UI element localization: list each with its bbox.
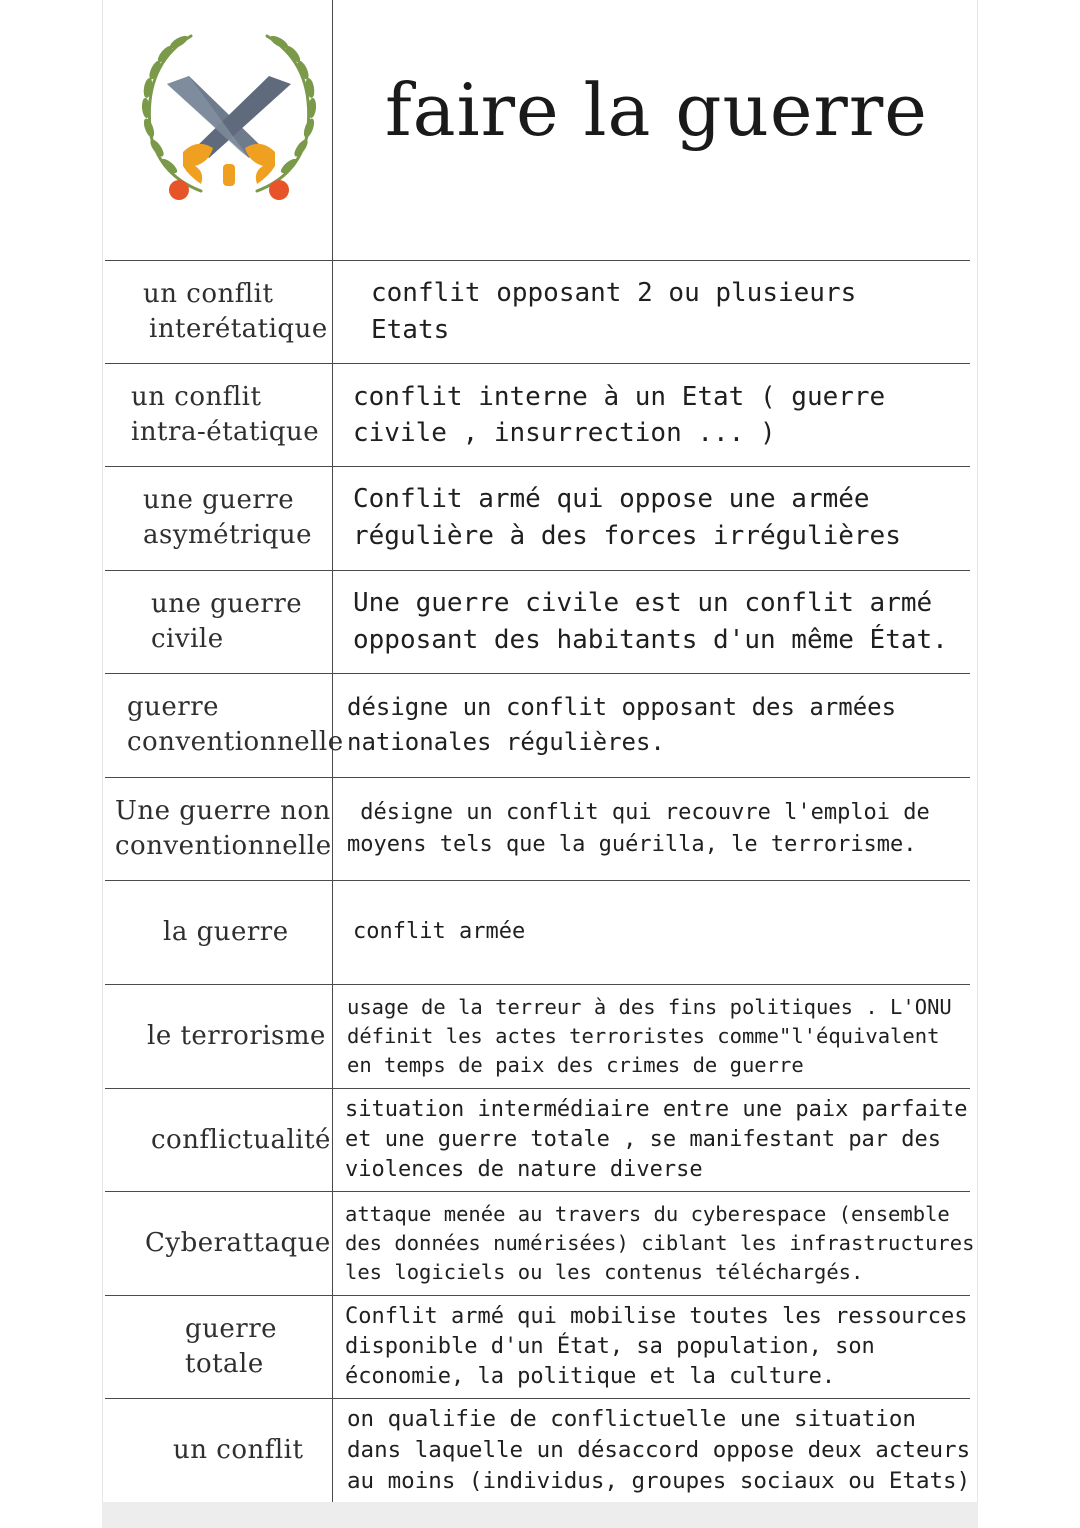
term-cell: [105, 985, 332, 1088]
definition-text: Conflit armé qui mobilise toutes les ressources: [345, 1304, 968, 1330]
page-title: faire la guerre: [385, 68, 928, 152]
definition-cell: [335, 985, 975, 1088]
definition-text: opposant des habitants d'un même État.: [353, 625, 948, 656]
definition-text: dans laquelle un désaccord oppose deux acteurs: [347, 1436, 971, 1463]
term-text: intra-étatique: [131, 417, 320, 448]
definition-cell: [335, 674, 975, 777]
glossary-page: [102, 0, 978, 1502]
definition-text: désigne un conflit qui recouvre l'emploi de: [347, 800, 930, 826]
definition-text: conflit armée: [353, 919, 526, 945]
term-text: la guerre: [163, 916, 289, 947]
term-text: le terrorisme: [147, 1020, 326, 1051]
table-row: [105, 570, 970, 674]
term-text: guerre: [127, 692, 220, 723]
definition-text: disponible d'un État, sa population, son: [345, 1334, 875, 1360]
definition-text: Conflit armé qui oppose une armée: [353, 484, 870, 515]
definition-cell: [335, 1296, 975, 1399]
table-row: [105, 673, 970, 777]
definition-cell: [335, 778, 975, 881]
term-text: Une guerre non: [115, 796, 331, 827]
table-row: [105, 777, 970, 881]
term-cell: [105, 1296, 332, 1399]
definition-text: conflit interne à un Etat ( guerre: [353, 382, 886, 413]
term-cell: [105, 1192, 332, 1295]
term-text: Cyberattaque: [145, 1227, 331, 1258]
term-text: interétatique: [149, 314, 328, 345]
definition-cell: [335, 467, 975, 570]
term-text: une guerre: [143, 485, 295, 516]
term-cell: [105, 261, 332, 364]
term-cell: [105, 1089, 332, 1192]
table-row: [105, 984, 970, 1088]
definition-text: des données numérisées) ciblant les infrastructures: [345, 1230, 975, 1255]
definition-cell: [335, 1089, 975, 1192]
definition-text: en temps de paix des crimes de guerre: [347, 1052, 804, 1077]
definition-text: définit les actes terroristes comme"l'équivalent: [347, 1023, 940, 1048]
term-text: civile: [151, 624, 224, 655]
definition-text: moyens tels que la guérilla, le terrorisme.: [347, 832, 917, 858]
definition-cell: [335, 364, 975, 467]
definition-text: au moins (individus, groupes sociaux ou Etats): [347, 1467, 971, 1494]
term-cell: [105, 778, 332, 881]
table-row: [105, 880, 970, 984]
term-cell: [105, 467, 332, 570]
definition-text: et une guerre totale , se manifestant par des: [345, 1127, 942, 1153]
definition-cell: [335, 571, 975, 674]
definition-cell: [335, 261, 975, 364]
term-text: conventionnelle: [115, 831, 332, 862]
definition-text: les logiciels ou les contenus téléchargés.: [345, 1259, 864, 1284]
term-text: guerre: [185, 1314, 278, 1345]
term-cell: [105, 674, 344, 777]
term-cell: [105, 571, 332, 674]
definition-cell: [335, 1399, 975, 1502]
table-row: [105, 466, 970, 570]
term-text: un conflit: [131, 382, 262, 413]
table-row: [105, 1398, 970, 1502]
definition-text: désigne un conflit opposant des armées: [347, 693, 897, 722]
definition-text: conflit opposant 2 ou plusieurs: [371, 278, 857, 309]
term-text: conventionnelle: [127, 727, 344, 758]
right-margin: [978, 0, 1080, 1528]
table-row: [105, 260, 970, 364]
definition-text: usage de la terreur à des fins politiques . L'ONU: [347, 994, 952, 1019]
term-cell: [105, 364, 332, 467]
term-cell: [105, 881, 332, 984]
definition-text: régulière à des forces irrégulières: [353, 521, 901, 552]
definition-text: attaque menée au travers du cyberespace (ensemble: [345, 1201, 950, 1226]
term-text: conflictualité: [151, 1124, 331, 1155]
definition-text: violences de nature diverse: [345, 1157, 703, 1183]
term-text: un conflit: [143, 279, 274, 310]
definition-text: économie, la politique et la culture.: [345, 1364, 836, 1390]
definition-cell: [335, 881, 975, 984]
table-row: [105, 1295, 970, 1399]
table-row: [105, 363, 970, 467]
term-cell: [105, 1399, 332, 1502]
definition-text: situation intermédiaire entre une paix parfaite: [345, 1097, 968, 1123]
left-margin: [0, 0, 102, 1528]
definition-text: civile , insurrection ... ): [353, 418, 776, 449]
term-text: asymétrique: [143, 520, 313, 551]
term-text: un conflit: [173, 1434, 304, 1465]
definition-text: on qualifie de conflictuelle une situation: [347, 1405, 916, 1432]
term-text: totale: [185, 1349, 264, 1380]
crossed-swords-laurel-icon: [131, 26, 327, 210]
table-row: [105, 1088, 970, 1192]
table-row: [105, 1191, 975, 1295]
definition-text: Etats: [371, 315, 450, 346]
definition-cell: [335, 1192, 975, 1295]
document-sheet: [102, 0, 978, 1528]
term-text: une guerre: [151, 589, 303, 620]
definition-text: Une guerre civile est un conflit armé: [353, 588, 933, 619]
definition-text: nationales régulières.: [347, 728, 665, 757]
